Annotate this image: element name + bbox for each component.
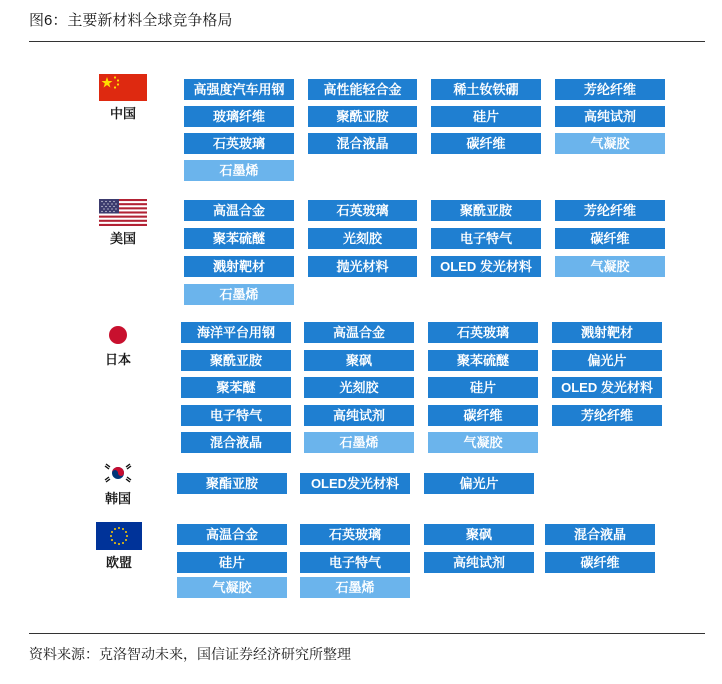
material-tag: 聚酰亚胺: [308, 106, 417, 127]
material-tag: 聚酰亚胺: [181, 350, 291, 371]
material-tag: 气凝胶: [555, 256, 665, 277]
country-japan: [88, 323, 148, 369]
material-tag: 石墨烯: [300, 577, 410, 598]
material-tag: 混合液晶: [308, 133, 417, 154]
material-tag: 偏光片: [552, 350, 662, 371]
material-tag: 碳纤维: [545, 552, 655, 573]
country-eu: [89, 522, 149, 572]
material-tag: 石英玻璃: [300, 524, 410, 545]
material-tag: 高强度汽车用钢: [184, 79, 294, 100]
material-tag: 高温合金: [177, 524, 287, 545]
material-tag: 高性能轻合金: [308, 79, 417, 100]
material-tag: 石墨烯: [184, 284, 294, 305]
material-tag: 芳纶纤维: [555, 79, 665, 100]
material-tag: OLED 发光材料: [431, 256, 541, 277]
material-tag: 聚酰亚胺: [431, 200, 541, 221]
material-tag: 石墨烯: [304, 432, 414, 453]
source-note: 资料来源：克洛智动未来，国信证券经济研究所整理: [29, 646, 351, 662]
material-tag: 硅片: [177, 552, 287, 573]
country-name-usa: 美国: [109, 231, 136, 246]
material-tag: 电子特气: [181, 405, 291, 426]
material-tag: 气凝胶: [555, 133, 665, 154]
material-tag: 硅片: [428, 377, 538, 398]
material-tag: 石英玻璃: [428, 322, 538, 343]
material-tag: 芳纶纤维: [552, 405, 662, 426]
material-tag: 聚酯亚胺: [177, 473, 287, 494]
china-flag-icon: [99, 74, 147, 101]
country-name-china: 中国: [109, 106, 136, 121]
material-tag: 聚砜: [424, 524, 534, 545]
material-tag: 电子特气: [431, 228, 541, 249]
figure-title: 图6：主要新材料全球竞争格局: [29, 12, 233, 29]
material-tag: 高温合金: [184, 200, 294, 221]
material-tag: 抛光材料: [308, 256, 417, 277]
material-tag: 高纯试剂: [555, 106, 665, 127]
material-tag: 石墨烯: [184, 160, 294, 181]
material-tag: 混合液晶: [181, 432, 291, 453]
material-tag: 石英玻璃: [184, 133, 294, 154]
material-tag: OLED 发光材料: [552, 377, 662, 398]
material-tag: 电子特气: [300, 552, 410, 573]
material-tag: 高纯试剂: [424, 552, 534, 573]
material-tag: 气凝胶: [428, 432, 538, 453]
japan-flag-icon: [106, 323, 130, 347]
material-tag: 高温合金: [304, 322, 414, 343]
country-china: [93, 74, 153, 123]
material-tag: 碳纤维: [555, 228, 665, 249]
material-tag: 光刻胶: [308, 228, 417, 249]
material-tag: 芳纶纤维: [555, 200, 665, 221]
country-usa: [93, 199, 153, 248]
country-korea: [88, 460, 148, 508]
korea-flag-icon: [102, 460, 134, 486]
material-tag: 稀土钕铁硼: [431, 79, 541, 100]
material-tag: 聚砜: [304, 350, 414, 371]
material-tag: 石英玻璃: [308, 200, 417, 221]
material-tag: 碳纤维: [428, 405, 538, 426]
country-name-korea: 韩国: [104, 491, 131, 506]
material-tag: 气凝胶: [177, 577, 287, 598]
material-tag: 海洋平台用钢: [181, 322, 291, 343]
material-tag: 聚苯醚: [181, 377, 291, 398]
material-tag: 偏光片: [424, 473, 534, 494]
material-tag: 溅射靶材: [184, 256, 294, 277]
material-tag: OLED发光材料: [300, 473, 410, 494]
usa-flag-icon: [99, 199, 147, 226]
material-tag: 碳纤维: [431, 133, 541, 154]
material-tag: 玻璃纤维: [184, 106, 294, 127]
country-name-japan: 日本: [104, 352, 131, 367]
material-tag: 聚苯硫醚: [184, 228, 294, 249]
bottom-rule: [29, 633, 705, 634]
material-tag: 混合液晶: [545, 524, 655, 545]
top-rule: [29, 41, 705, 42]
material-tag: 溅射靶材: [552, 322, 662, 343]
country-name-eu: 欧盟: [105, 555, 132, 570]
material-tag: 高纯试剂: [304, 405, 414, 426]
material-tag: 聚苯硫醚: [428, 350, 538, 371]
material-tag: 光刻胶: [304, 377, 414, 398]
material-tag: 硅片: [431, 106, 541, 127]
eu-flag-icon: [96, 522, 142, 550]
